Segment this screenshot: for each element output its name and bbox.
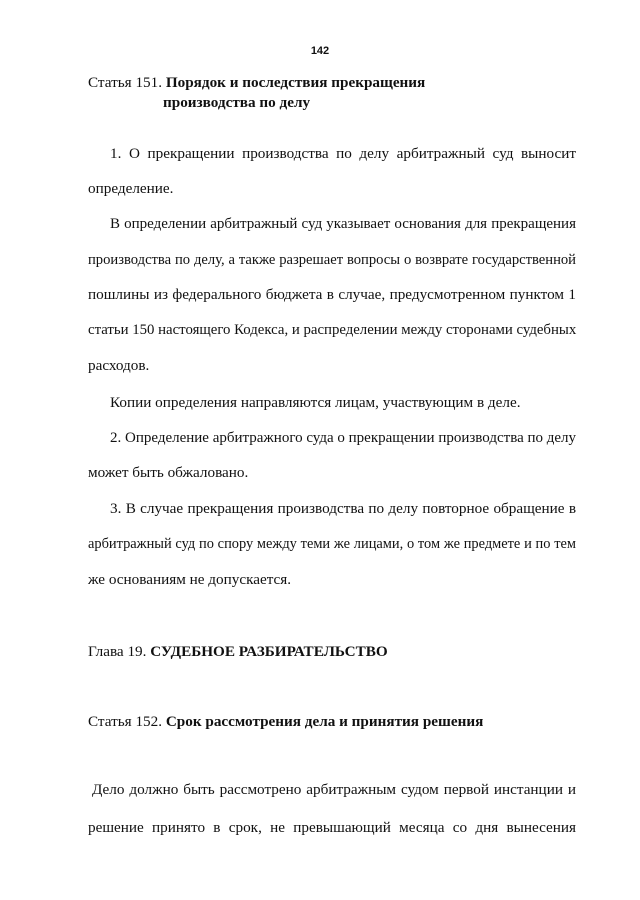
article-152-title: Срок рассмотрения дела и принятия решения <box>165 713 484 730</box>
article-152-label: Статья 152. <box>88 713 163 730</box>
chapter-19-title: СУДЕБНОЕ РАЗБИРАТЕЛЬСТВО <box>150 643 388 660</box>
article-151-label: Статья 151. <box>88 74 163 91</box>
paragraph-line: 3. В случае прекращения производства по делу повторное обращение в <box>110 500 576 517</box>
article-151-title-line1: Порядок и последствия прекращения <box>165 74 426 91</box>
paragraph-line: Дело должно быть рассмотрено арбитражным судом первой инстанции и <box>92 781 576 798</box>
article-151-title-line2: производства по делу <box>163 94 311 111</box>
paragraph-line: определение. <box>88 180 174 197</box>
page-number: 142 <box>310 45 330 57</box>
paragraph-line: арбитражный суд по спору между теми же лицами, о том же предмете и по тем <box>88 536 576 552</box>
paragraph-line: расходов. <box>88 357 150 374</box>
paragraph-line: 2. Определение арбитражного суда о прекращении производства по делу <box>110 430 577 446</box>
article-151-heading <box>88 72 425 94</box>
paragraph-line: В определении арбитражный суд указывает основания для прекращения <box>110 216 576 232</box>
paragraph-line: решение принято в срок, не превышающий месяца со дня вынесения <box>88 819 576 836</box>
chapter-19-heading <box>88 641 388 663</box>
paragraph-line: может быть обжаловано. <box>88 464 249 481</box>
paragraph-line: пошлины из федерального бюджета в случае, предусмотренном пунктом 1 <box>88 286 576 303</box>
paragraph-line: же основаниям не допускается. <box>88 571 292 588</box>
paragraph-line: статьи 150 настоящего Кодекса, и распределении между сторонами судебных <box>88 322 577 338</box>
paragraph-line: Копии определения направляются лицам, участвующим в деле. <box>110 394 521 411</box>
paragraph-line: производства по делу, а также разрешает вопросы о возврате государственной <box>88 252 576 268</box>
chapter-19-label: Глава 19. <box>88 643 147 660</box>
paragraph-line: 1. О прекращении производства по делу арбитражный суд выносит <box>110 145 576 162</box>
article-152-heading <box>88 711 483 733</box>
